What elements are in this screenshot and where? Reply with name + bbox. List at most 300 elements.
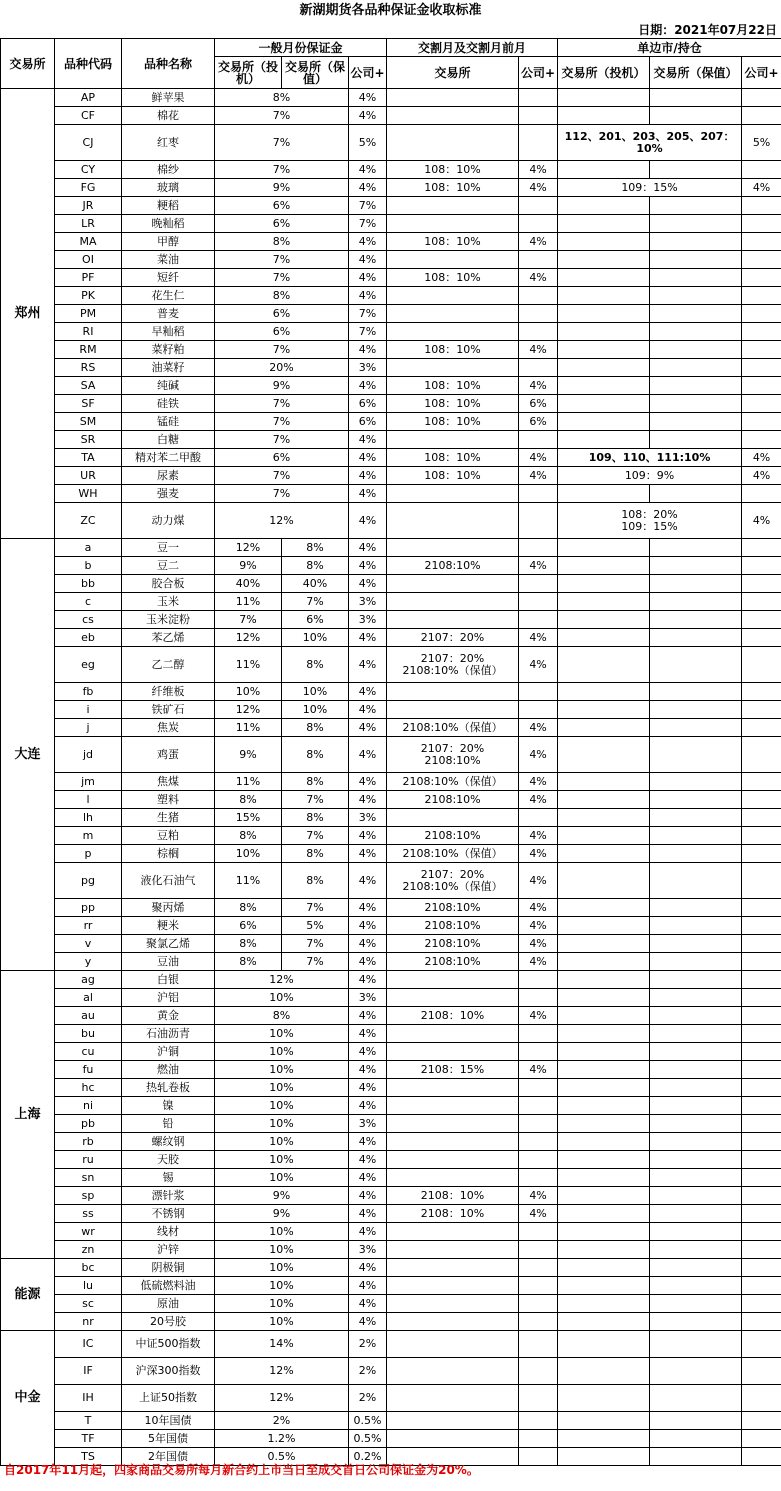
product-name: 中证500指数: [122, 1331, 215, 1358]
unilateral-company-add: [742, 899, 781, 917]
delivery-company-add: 4%: [519, 827, 558, 845]
table-row: [1, 287, 781, 305]
company-add: 4%: [349, 1169, 387, 1187]
unilateral-spec: [558, 305, 650, 323]
product-name: 玉米淀粉: [122, 611, 215, 629]
general-margin: 6%: [215, 197, 349, 215]
delivery-margin: 108：10%: [387, 179, 519, 197]
company-add: 4%: [349, 683, 387, 701]
product-name: 镍: [122, 1097, 215, 1115]
table-row: [1, 791, 781, 809]
unilateral-company-add: 4%: [742, 503, 781, 539]
table-row: [1, 1412, 781, 1430]
company-add: 4%: [349, 89, 387, 107]
delivery-margin: [387, 989, 519, 1007]
delivery-company-add: [519, 575, 558, 593]
unilateral-spec: [558, 845, 650, 863]
product-code: b: [55, 557, 122, 575]
delivery-company-add: [519, 1025, 558, 1043]
company-add: 4%: [349, 341, 387, 359]
unilateral-company-add: 4%: [742, 467, 781, 485]
general-margin: 10%: [215, 1313, 349, 1331]
general-margin: 10%: [215, 1295, 349, 1313]
table-row: [1, 269, 781, 287]
delivery-company-add: [519, 1448, 558, 1466]
product-code: ss: [55, 1205, 122, 1223]
unilateral-company-add: [742, 161, 781, 179]
delivery-margin: 108：10%: [387, 467, 519, 485]
delivery-company-add: 4%: [519, 341, 558, 359]
product-code: pg: [55, 863, 122, 899]
product-name: 5年国债: [122, 1430, 215, 1448]
unilateral-hedge: [650, 935, 742, 953]
company-add: 3%: [349, 989, 387, 1007]
table-row: [1, 953, 781, 971]
general-margin: 7%: [215, 107, 349, 125]
exchange-name: 郑州: [1, 89, 55, 539]
delivery-company-add: 6%: [519, 395, 558, 413]
delivery-margin: 108：10%: [387, 233, 519, 251]
product-code: sn: [55, 1169, 122, 1187]
delivery-margin: [387, 1151, 519, 1169]
unilateral-company-add: [742, 1205, 781, 1223]
unilateral-hedge: [650, 1385, 742, 1412]
product-code: bc: [55, 1259, 122, 1277]
delivery-margin: 2107：20% 2108:10%（保值）: [387, 647, 519, 683]
table-row: [1, 251, 781, 269]
company-add: 4%: [349, 503, 387, 539]
table-row: [1, 215, 781, 233]
header-code: 品种代码: [55, 39, 122, 89]
product-code: m: [55, 827, 122, 845]
header-uni-hedge: 交易所（保值）: [650, 57, 742, 89]
unilateral-company-add: [742, 215, 781, 233]
unilateral-hedge: [650, 1241, 742, 1259]
product-name: 聚丙烯: [122, 899, 215, 917]
company-add: 4%: [349, 575, 387, 593]
product-name: 尿素: [122, 467, 215, 485]
delivery-margin: [387, 305, 519, 323]
unilateral-spec: [558, 107, 650, 125]
product-name: 菜籽粕: [122, 341, 215, 359]
delivery-margin: [387, 539, 519, 557]
company-add: 4%: [349, 1151, 387, 1169]
table-row: [1, 1151, 781, 1169]
unilateral-company-add: [742, 485, 781, 503]
unilateral-company-add: [742, 431, 781, 449]
general-margin-hedge: 8%: [282, 809, 349, 827]
delivery-margin: [387, 1223, 519, 1241]
general-margin: 8%: [215, 1007, 349, 1025]
unilateral-hedge: [650, 377, 742, 395]
product-name: 螺纹钢: [122, 1133, 215, 1151]
delivery-company-add: [519, 1331, 558, 1358]
unilateral-hedge: [650, 1448, 742, 1466]
product-name: 锡: [122, 1169, 215, 1187]
delivery-margin: 2108：15%: [387, 1061, 519, 1079]
delivery-margin: 108：10%: [387, 449, 519, 467]
unilateral-spec: [558, 431, 650, 449]
company-add: 4%: [349, 1043, 387, 1061]
delivery-margin: [387, 701, 519, 719]
delivery-company-add: [519, 1241, 558, 1259]
general-margin: 7%: [215, 341, 349, 359]
header-company: 公司+: [349, 57, 387, 89]
general-margin: 7%: [215, 269, 349, 287]
delivery-company-add: [519, 1079, 558, 1097]
delivery-margin: 2108:10%: [387, 917, 519, 935]
unilateral-company-add: [742, 827, 781, 845]
delivery-company-add: 4%: [519, 899, 558, 917]
company-add: 4%: [349, 1187, 387, 1205]
product-name: 天胶: [122, 1151, 215, 1169]
unilateral-spec: [558, 791, 650, 809]
unilateral-company-add: [742, 233, 781, 251]
company-add: 4%: [349, 1133, 387, 1151]
general-margin: 12%: [215, 1358, 349, 1385]
delivery-company-add: [519, 1385, 558, 1412]
product-code: y: [55, 953, 122, 971]
company-add: 4%: [349, 737, 387, 773]
unilateral-hedge: [650, 863, 742, 899]
unilateral-spec: [558, 809, 650, 827]
delivery-margin: [387, 359, 519, 377]
delivery-company-add: [519, 431, 558, 449]
table-row: [1, 809, 781, 827]
unilateral-margin: 109：15%: [558, 179, 742, 197]
delivery-company-add: 4%: [519, 845, 558, 863]
product-name: 精对苯二甲酸: [122, 449, 215, 467]
product-name: 鲜苹果: [122, 89, 215, 107]
unilateral-hedge: [650, 1151, 742, 1169]
unilateral-spec: [558, 359, 650, 377]
table-row: [1, 179, 781, 197]
unilateral-spec: [558, 737, 650, 773]
company-add: 4%: [349, 233, 387, 251]
product-code: ag: [55, 971, 122, 989]
delivery-company-add: 4%: [519, 791, 558, 809]
unilateral-company-add: [742, 107, 781, 125]
delivery-company-add: 6%: [519, 413, 558, 431]
delivery-company-add: [519, 1358, 558, 1385]
unilateral-company-add: [742, 89, 781, 107]
product-code: bb: [55, 575, 122, 593]
table-row: [1, 1331, 781, 1358]
product-name: 玉米: [122, 593, 215, 611]
unilateral-hedge: [650, 1412, 742, 1430]
unilateral-hedge: [650, 1169, 742, 1187]
delivery-margin: [387, 323, 519, 341]
company-add: 7%: [349, 215, 387, 233]
company-add: 4%: [349, 1061, 387, 1079]
unilateral-spec: [558, 1223, 650, 1241]
unilateral-hedge: [650, 1259, 742, 1277]
delivery-company-add: [519, 1133, 558, 1151]
delivery-margin: 2108:10%（保值）: [387, 773, 519, 791]
unilateral-spec: [558, 647, 650, 683]
unilateral-company-add: [742, 1259, 781, 1277]
general-margin-spec: 9%: [215, 737, 282, 773]
product-name: 2年国债: [122, 1448, 215, 1466]
unilateral-hedge: [650, 269, 742, 287]
product-code: al: [55, 989, 122, 1007]
company-add: 7%: [349, 305, 387, 323]
unilateral-hedge: [650, 719, 742, 737]
product-name: 白糖: [122, 431, 215, 449]
company-add: 4%: [349, 863, 387, 899]
unilateral-company-add: [742, 1241, 781, 1259]
unilateral-company-add: [742, 377, 781, 395]
product-name: 棕榈: [122, 845, 215, 863]
unilateral-spec: [558, 1079, 650, 1097]
unilateral-company-add: [742, 305, 781, 323]
unilateral-company-add: [742, 647, 781, 683]
unilateral-company-add: [742, 683, 781, 701]
unilateral-company-add: [742, 1412, 781, 1430]
company-add: 4%: [349, 251, 387, 269]
unilateral-hedge: [650, 791, 742, 809]
unilateral-hedge: [650, 395, 742, 413]
general-margin: 7%: [215, 395, 349, 413]
general-margin: 10%: [215, 1133, 349, 1151]
delivery-company-add: [519, 251, 558, 269]
delivery-margin: [387, 683, 519, 701]
product-name: 热轧卷板: [122, 1079, 215, 1097]
unilateral-hedge: [650, 1115, 742, 1133]
product-code: SM: [55, 413, 122, 431]
header-delivery: 交割月及交割月前月: [387, 39, 558, 57]
delivery-margin: [387, 1025, 519, 1043]
unilateral-hedge: [650, 593, 742, 611]
delivery-margin: [387, 809, 519, 827]
company-add: 4%: [349, 773, 387, 791]
company-add: 4%: [349, 269, 387, 287]
product-code: wr: [55, 1223, 122, 1241]
product-code: FG: [55, 179, 122, 197]
unilateral-spec: [558, 413, 650, 431]
product-name: 上证50指数: [122, 1385, 215, 1412]
company-add: 4%: [349, 1097, 387, 1115]
table-row: [1, 359, 781, 377]
delivery-company-add: 4%: [519, 467, 558, 485]
unilateral-company-add: [742, 1007, 781, 1025]
delivery-margin: [387, 431, 519, 449]
delivery-margin: 2108:10%: [387, 935, 519, 953]
unilateral-spec: [558, 557, 650, 575]
product-code: SA: [55, 377, 122, 395]
table-row: [1, 503, 781, 539]
table-row: [1, 107, 781, 125]
unilateral-company-add: [742, 1151, 781, 1169]
general-margin: 1.2%: [215, 1430, 349, 1448]
table-row: [1, 305, 781, 323]
delivery-company-add: 4%: [519, 1061, 558, 1079]
product-code: ru: [55, 1151, 122, 1169]
product-code: OI: [55, 251, 122, 269]
unilateral-hedge: [650, 773, 742, 791]
general-margin-spec: 40%: [215, 575, 282, 593]
general-margin-hedge: 10%: [282, 683, 349, 701]
unilateral-hedge: [650, 1205, 742, 1223]
unilateral-spec: [558, 863, 650, 899]
general-margin: 10%: [215, 989, 349, 1007]
general-margin: 10%: [215, 1259, 349, 1277]
general-margin: 10%: [215, 1079, 349, 1097]
delivery-margin: [387, 125, 519, 161]
table-row: [1, 1430, 781, 1448]
unilateral-company-add: [742, 809, 781, 827]
general-margin-hedge: 7%: [282, 935, 349, 953]
unilateral-hedge: [650, 539, 742, 557]
unilateral-company-add: [742, 413, 781, 431]
general-margin-hedge: 7%: [282, 791, 349, 809]
product-code: j: [55, 719, 122, 737]
unilateral-hedge: [650, 1133, 742, 1151]
general-margin: 7%: [215, 467, 349, 485]
general-margin-spec: 8%: [215, 899, 282, 917]
general-margin: 7%: [215, 161, 349, 179]
general-margin-spec: 10%: [215, 845, 282, 863]
table-row: [1, 575, 781, 593]
unilateral-company-add: [742, 323, 781, 341]
unilateral-spec: [558, 1313, 650, 1331]
exchange-name: 大连: [1, 539, 55, 971]
product-name: 豆一: [122, 539, 215, 557]
company-add: 4%: [349, 845, 387, 863]
product-name: 短纤: [122, 269, 215, 287]
product-code: IH: [55, 1385, 122, 1412]
delivery-margin: 2108：10%: [387, 1007, 519, 1025]
product-name: 白银: [122, 971, 215, 989]
exchange-name: 能源: [1, 1259, 55, 1331]
general-margin: 7%: [215, 125, 349, 161]
unilateral-company-add: [742, 701, 781, 719]
product-code: zn: [55, 1241, 122, 1259]
unilateral-spec: [558, 1061, 650, 1079]
unilateral-company-add: [742, 593, 781, 611]
product-name: 漂针浆: [122, 1187, 215, 1205]
unilateral-company-add: [742, 539, 781, 557]
table-row: [1, 413, 781, 431]
unilateral-hedge: [650, 1295, 742, 1313]
general-margin: 10%: [215, 1115, 349, 1133]
unilateral-hedge: [650, 683, 742, 701]
unilateral-company-add: [742, 719, 781, 737]
table-row: [1, 1223, 781, 1241]
delivery-company-add: 4%: [519, 179, 558, 197]
table-row: [1, 1241, 781, 1259]
product-name: 甲醇: [122, 233, 215, 251]
delivery-company-add: [519, 125, 558, 161]
table-row: [1, 1097, 781, 1115]
table-row: [1, 1043, 781, 1061]
unilateral-spec: [558, 935, 650, 953]
company-add: 4%: [349, 1223, 387, 1241]
product-name: 沪深300指数: [122, 1358, 215, 1385]
product-name: 强麦: [122, 485, 215, 503]
product-code: PM: [55, 305, 122, 323]
product-name: 原油: [122, 1295, 215, 1313]
general-margin: 9%: [215, 1187, 349, 1205]
unilateral-company-add: 5%: [742, 125, 781, 161]
unilateral-company-add: [742, 1430, 781, 1448]
unilateral-hedge: [650, 161, 742, 179]
product-name: 粳米: [122, 917, 215, 935]
general-margin: 8%: [215, 287, 349, 305]
delivery-margin: 2107：20% 2108:10%: [387, 737, 519, 773]
table-row: [1, 395, 781, 413]
product-name: 晚籼稻: [122, 215, 215, 233]
product-code: i: [55, 701, 122, 719]
general-margin-hedge: 40%: [282, 575, 349, 593]
table-row: [1, 233, 781, 251]
general-margin-hedge: 8%: [282, 737, 349, 773]
delivery-margin: [387, 197, 519, 215]
unilateral-company-add: [742, 1223, 781, 1241]
table-header: [1, 39, 781, 89]
company-add: 0.2%: [349, 1448, 387, 1466]
delivery-company-add: 4%: [519, 1205, 558, 1223]
delivery-margin: [387, 593, 519, 611]
general-margin-hedge: 6%: [282, 611, 349, 629]
delivery-company-add: [519, 971, 558, 989]
table-row: [1, 1025, 781, 1043]
unilateral-spec: [558, 1187, 650, 1205]
unilateral-company-add: [742, 611, 781, 629]
product-code: RM: [55, 341, 122, 359]
table-row: [1, 1187, 781, 1205]
unilateral-company-add: [742, 359, 781, 377]
company-add: 4%: [349, 557, 387, 575]
unilateral-spec: [558, 161, 650, 179]
product-name: 纤维板: [122, 683, 215, 701]
product-name: 胶合板: [122, 575, 215, 593]
delivery-margin: 108：10%: [387, 377, 519, 395]
unilateral-hedge: [650, 1358, 742, 1385]
product-code: rb: [55, 1133, 122, 1151]
product-code: lu: [55, 1277, 122, 1295]
table-row: [1, 1277, 781, 1295]
header-uni-company: 公司+: [742, 57, 781, 89]
unilateral-company-add: [742, 989, 781, 1007]
delivery-margin: 108：10%: [387, 269, 519, 287]
general-margin-spec: 15%: [215, 809, 282, 827]
unilateral-spec: [558, 1331, 650, 1358]
delivery-company-add: [519, 215, 558, 233]
product-code: TS: [55, 1448, 122, 1466]
delivery-company-add: 4%: [519, 647, 558, 683]
delivery-margin: 2108:10%: [387, 953, 519, 971]
general-margin: 10%: [215, 1169, 349, 1187]
date-label: 日期：2021年07月22日: [638, 23, 777, 37]
table-body: [1, 89, 781, 1466]
company-add: 4%: [349, 1277, 387, 1295]
delivery-company-add: 4%: [519, 935, 558, 953]
product-name: 粳稻: [122, 197, 215, 215]
product-name: 花生仁: [122, 287, 215, 305]
company-add: 5%: [349, 125, 387, 161]
product-code: lh: [55, 809, 122, 827]
table-row: [1, 1295, 781, 1313]
unilateral-spec: [558, 1115, 650, 1133]
delivery-margin: [387, 503, 519, 539]
company-add: 4%: [349, 719, 387, 737]
product-name: 焦炭: [122, 719, 215, 737]
table-row: [1, 1061, 781, 1079]
delivery-margin: 2108：10%: [387, 1187, 519, 1205]
product-name: 20号胶: [122, 1313, 215, 1331]
header-general: 一般月份保证金: [215, 39, 387, 57]
